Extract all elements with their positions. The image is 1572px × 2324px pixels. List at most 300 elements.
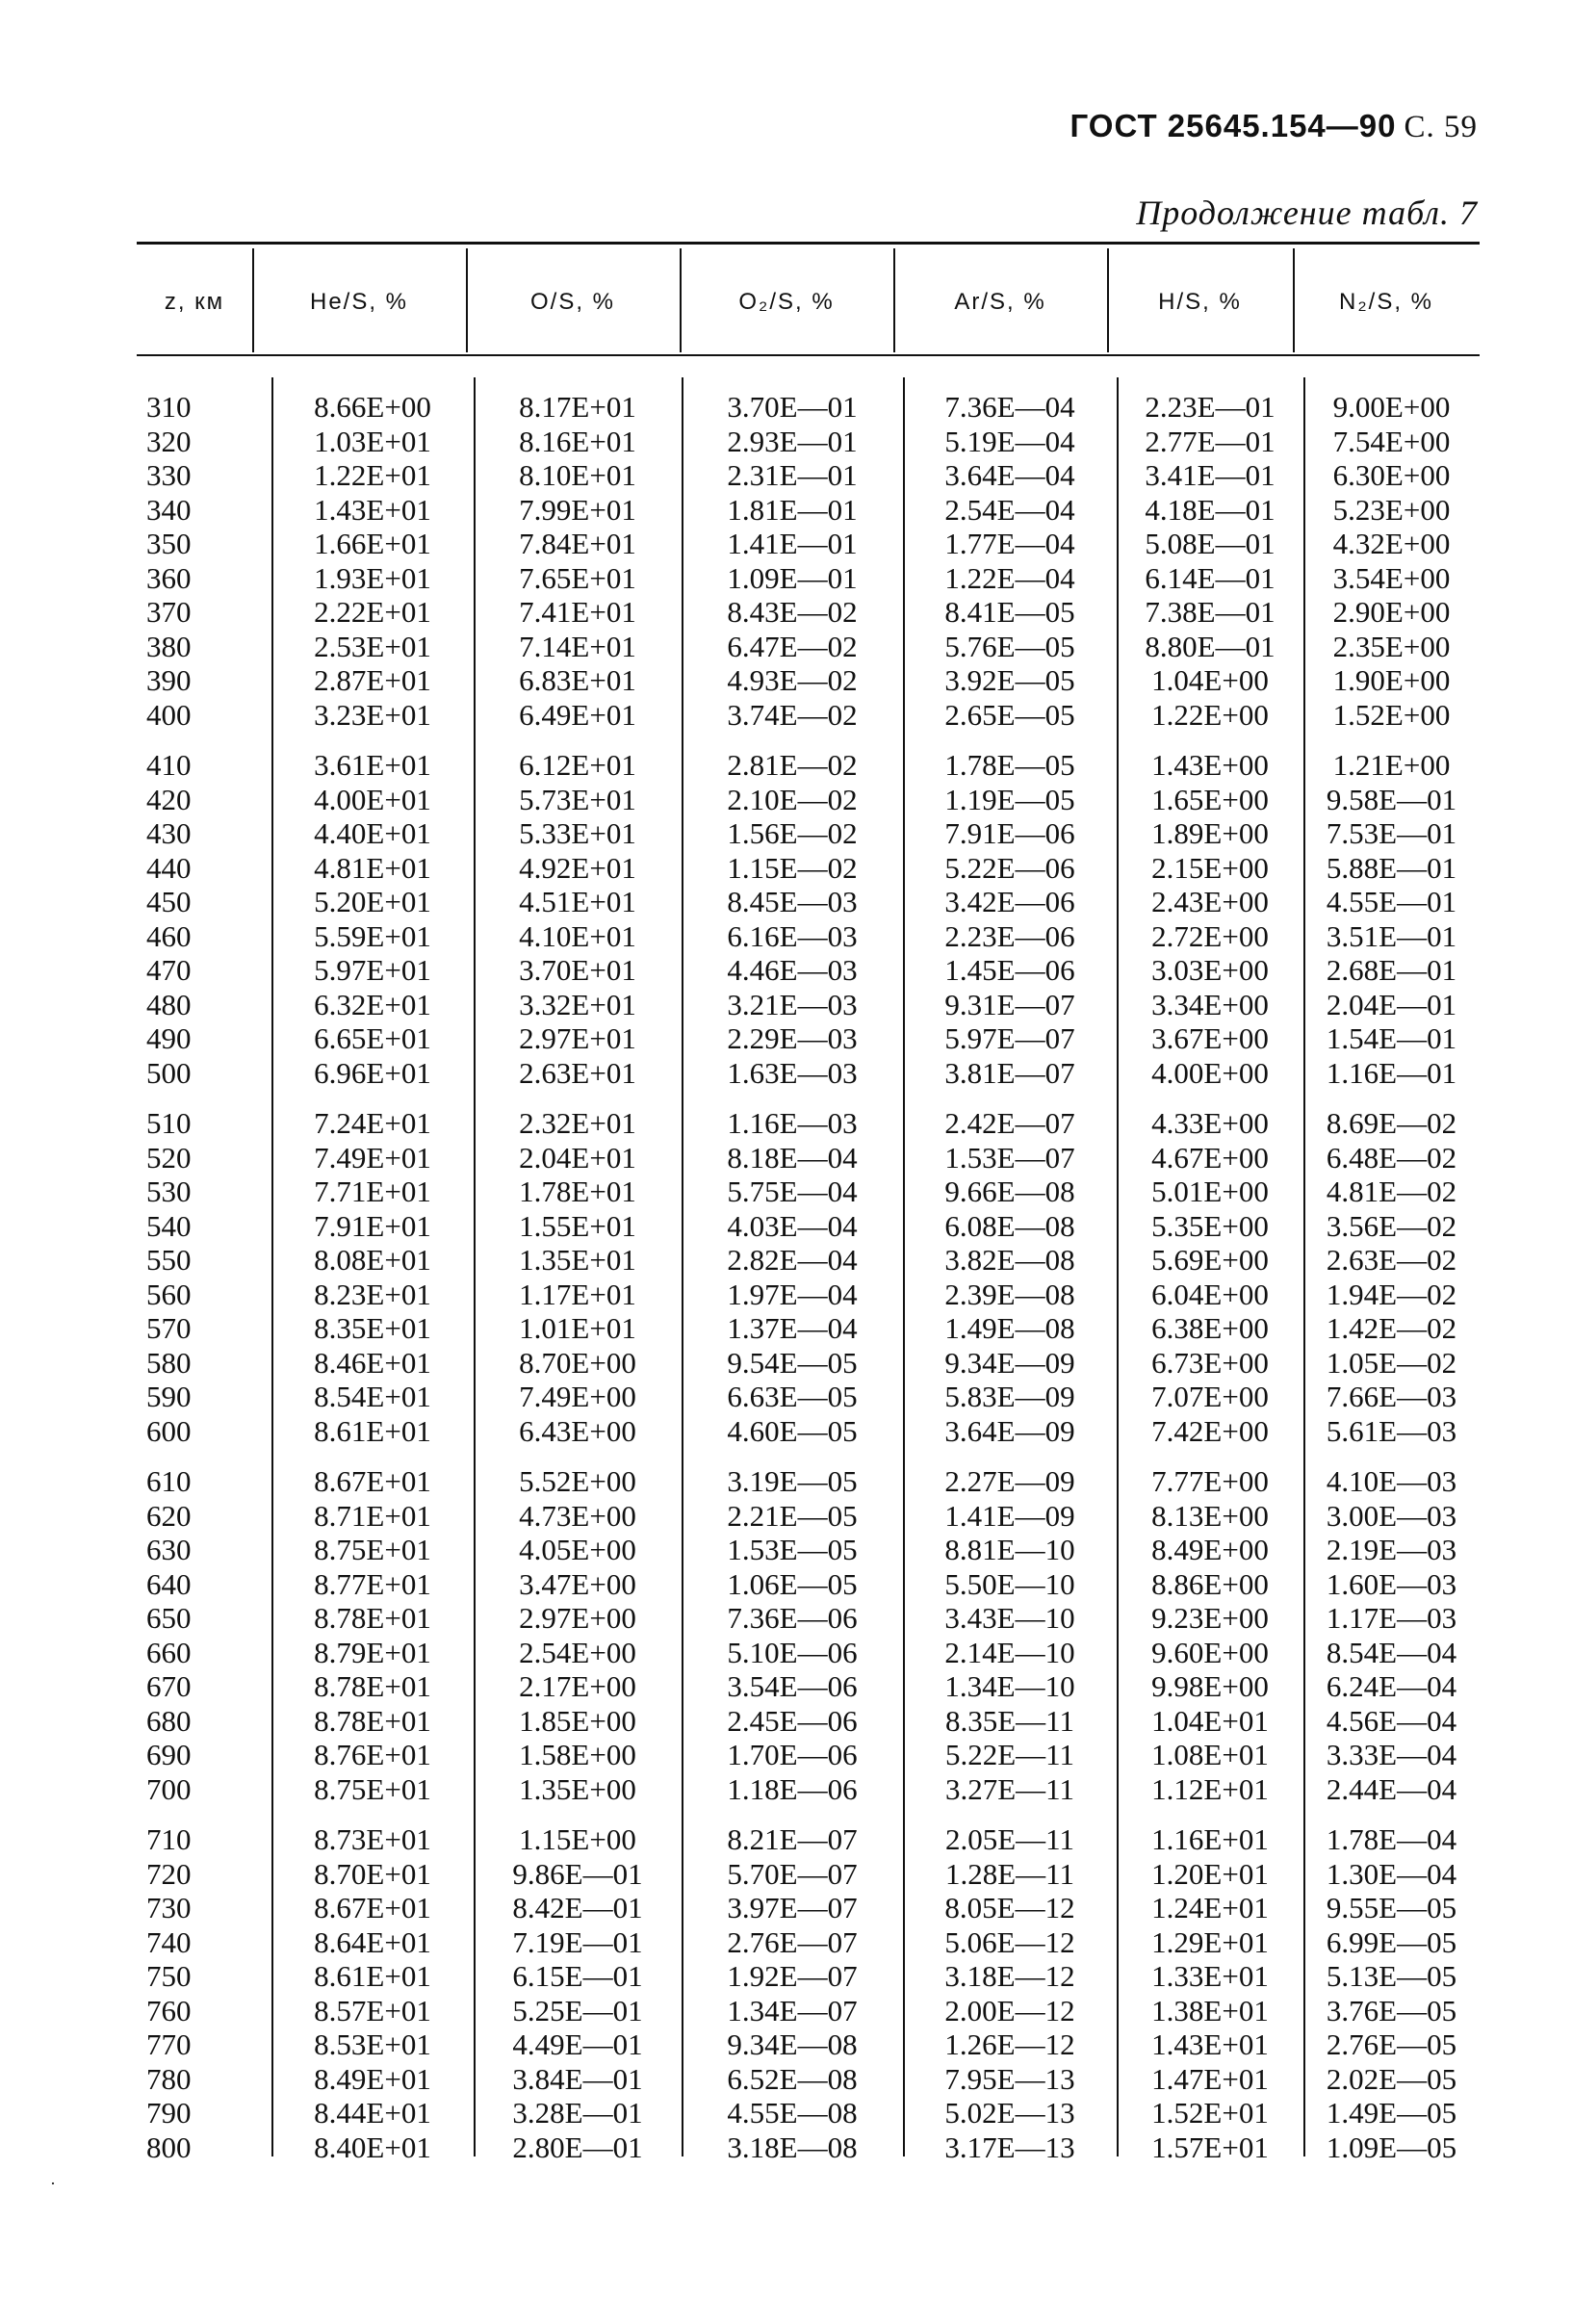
value-cell: 5.20E+01 [314, 885, 431, 918]
value-cell: 8.75E+01 [314, 1771, 431, 1806]
value-cell: 1.70E—06 [727, 1738, 858, 1771]
altitude-cell: 680 [146, 1703, 192, 1738]
value-cell: 8.35E+01 [314, 1311, 431, 1345]
value-cell: 2.97E+00 [519, 1601, 636, 1635]
value-cell: 3.33E—04 [1326, 1738, 1457, 1771]
value-cell: 2.76E—05 [1326, 2027, 1457, 2061]
altitude-cell: 480 [146, 987, 192, 1021]
value-cell: 1.38E+01 [1151, 1993, 1269, 2027]
altitude-cell: 730 [146, 1891, 192, 1924]
value-cell: 2.21E—05 [727, 1498, 858, 1533]
value-cell: 1.49E—08 [944, 1311, 1075, 1345]
value-cell: 8.08E+01 [314, 1243, 431, 1277]
altitude-cell: 550 [146, 1243, 192, 1277]
value-cell: 6.73E+00 [1151, 1345, 1269, 1380]
value-cell: 7.24E+01 [314, 1106, 431, 1140]
altitude-cell: 350 [146, 527, 192, 560]
altitude-cell: 530 [146, 1175, 192, 1208]
table-row [137, 1567, 1480, 1602]
value-cell: 3.74E—02 [727, 697, 858, 732]
value-cell: 8.73E+01 [314, 1822, 431, 1856]
value-cell: 1.03E+01 [314, 424, 431, 458]
value-cell: 4.55E—08 [727, 2096, 858, 2130]
value-cell: 5.35E+00 [1151, 1208, 1269, 1243]
value-cell: 1.94E—02 [1326, 1277, 1457, 1311]
altitude-cell: 640 [146, 1566, 192, 1601]
table-row [137, 1243, 1480, 1278]
value-cell: 2.15E+00 [1151, 850, 1269, 885]
value-cell: 9.98E+00 [1151, 1669, 1269, 1703]
value-cell: 8.45E—03 [727, 885, 858, 918]
value-cell: 4.00E+00 [1151, 1055, 1269, 1090]
value-cell: 1.60E—03 [1326, 1566, 1457, 1601]
value-cell: 2.45E—06 [727, 1703, 858, 1738]
altitude-cell: 780 [146, 2061, 192, 2096]
table-row [137, 1346, 1480, 1381]
value-cell: 4.67E+00 [1151, 1140, 1269, 1175]
table-row [137, 1857, 1480, 1892]
value-cell: 1.05E—02 [1326, 1345, 1457, 1380]
value-cell: 5.52E+00 [519, 1464, 636, 1498]
altitude-cell: 790 [146, 2096, 192, 2130]
value-cell: 8.41E—05 [944, 595, 1075, 629]
value-cell: 3.92E—05 [944, 663, 1075, 697]
value-cell: 2.54E—04 [944, 492, 1075, 527]
value-cell: 1.15E—02 [727, 850, 858, 885]
value-cell: 1.15E+00 [519, 1822, 636, 1856]
value-cell: 1.41E—01 [727, 527, 858, 560]
value-cell: 3.42E—06 [944, 885, 1075, 918]
value-cell: 5.25E—01 [512, 1993, 643, 2027]
value-cell: 3.64E—04 [944, 458, 1075, 492]
value-cell: 2.68E—01 [1326, 953, 1457, 987]
value-cell: 7.91E+01 [314, 1208, 431, 1243]
value-cell: 1.17E—03 [1326, 1601, 1457, 1635]
value-cell: 6.43E+00 [519, 1413, 636, 1448]
value-cell: 6.96E+01 [314, 1055, 431, 1090]
value-cell: 2.04E+01 [519, 1140, 636, 1175]
value-cell: 8.35E—11 [944, 1703, 1075, 1738]
value-cell: 2.19E—03 [1326, 1533, 1457, 1566]
value-cell: 2.42E—07 [944, 1106, 1075, 1140]
value-cell: 8.77E+01 [314, 1566, 431, 1601]
column-header-n2: N₂/S, % [1339, 289, 1433, 315]
value-cell: 3.51E—01 [1326, 918, 1457, 953]
value-cell: 2.77E—01 [1145, 424, 1276, 458]
value-cell: 1.57E+01 [1151, 2130, 1269, 2164]
table-row [137, 1106, 1480, 1141]
value-cell: 9.66E—08 [944, 1175, 1075, 1208]
value-cell: 3.27E—11 [944, 1771, 1075, 1806]
altitude-cell: 430 [146, 816, 192, 850]
table-row [137, 1994, 1480, 2028]
value-cell: 4.55E—01 [1326, 885, 1457, 918]
group-spacer [137, 1448, 1480, 1464]
value-cell: 6.38E+00 [1151, 1311, 1269, 1345]
value-cell: 8.42E—01 [512, 1891, 643, 1924]
value-cell: 1.26E—12 [944, 2027, 1075, 2061]
value-cell: 5.23E+00 [1332, 492, 1451, 527]
value-cell: 2.44E—04 [1326, 1771, 1457, 1806]
value-cell: 4.10E+01 [519, 918, 636, 953]
value-cell: 2.27E—09 [944, 1464, 1075, 1498]
value-cell: 3.67E+00 [1151, 1021, 1269, 1055]
value-cell: 3.23E+01 [314, 697, 431, 732]
table-row [137, 919, 1480, 954]
value-cell: 1.52E+01 [1151, 2096, 1269, 2130]
value-cell: 5.08E—01 [1145, 527, 1276, 560]
value-cell: 2.80E—01 [512, 2130, 643, 2164]
group-spacer [137, 1806, 1480, 1822]
value-cell: 1.53E—07 [944, 1140, 1075, 1175]
table-header-rule [137, 354, 1480, 356]
altitude-cell: 620 [146, 1498, 192, 1533]
table-row [137, 663, 1480, 698]
column-header-ar: Ar/S, % [954, 289, 1046, 315]
altitude-cell: 610 [146, 1464, 192, 1498]
value-cell: 5.97E+01 [314, 953, 431, 987]
value-cell: 1.77E—04 [944, 527, 1075, 560]
value-cell: 4.92E+01 [519, 850, 636, 885]
table-row [137, 1021, 1480, 1056]
value-cell: 5.22E—11 [944, 1738, 1075, 1771]
value-cell: 8.86E+00 [1151, 1566, 1269, 1601]
value-cell: 4.40E+01 [314, 816, 431, 850]
value-cell: 4.33E+00 [1151, 1106, 1269, 1140]
value-cell: 7.38E—01 [1145, 595, 1276, 629]
value-cell: 4.46E—03 [727, 953, 858, 987]
value-cell: 7.42E+00 [1151, 1413, 1269, 1448]
value-cell: 8.23E+01 [314, 1277, 431, 1311]
altitude-cell: 750 [146, 1959, 192, 1993]
value-cell: 6.14E—01 [1145, 560, 1276, 595]
value-cell: 1.20E+01 [1151, 1856, 1269, 1891]
value-cell: 4.00E+01 [314, 782, 431, 816]
table-row [137, 953, 1480, 988]
value-cell: 1.92E—07 [727, 1959, 858, 1993]
value-cell: 7.95E—13 [944, 2061, 1075, 2096]
value-cell: 8.44E+01 [314, 2096, 431, 2130]
value-cell: 3.61E+01 [314, 748, 431, 782]
value-cell: 1.45E—06 [944, 953, 1075, 987]
value-cell: 1.17E+01 [519, 1277, 636, 1311]
altitude-cell: 450 [146, 885, 192, 918]
table-row [137, 783, 1480, 817]
value-cell: 1.42E—02 [1326, 1311, 1457, 1345]
value-cell: 1.09E—05 [1326, 2130, 1457, 2164]
value-cell: 1.90E+00 [1332, 663, 1451, 697]
table-row [137, 1772, 1480, 1807]
value-cell: 1.81E—01 [727, 492, 858, 527]
value-cell: 6.49E+01 [519, 697, 636, 732]
value-cell: 5.97E—07 [944, 1021, 1075, 1055]
value-cell: 6.65E+01 [314, 1021, 431, 1055]
data-table [137, 390, 1480, 2164]
value-cell: 3.70E—01 [727, 390, 858, 424]
altitude-cell: 570 [146, 1311, 192, 1345]
table-row [137, 595, 1480, 630]
value-cell: 1.78E+01 [519, 1175, 636, 1208]
table-row [137, 425, 1480, 459]
value-cell: 4.81E—02 [1326, 1175, 1457, 1208]
table-row [137, 1414, 1480, 1449]
value-cell: 3.54E+00 [1332, 560, 1451, 595]
value-cell: 2.10E—02 [727, 782, 858, 816]
standard-number: ГОСТ 25645.154—90 [1069, 108, 1397, 143]
value-cell: 3.76E—05 [1326, 1993, 1457, 2027]
altitude-cell: 800 [146, 2130, 192, 2164]
value-cell: 2.32E+01 [519, 1106, 636, 1140]
value-cell: 1.66E+01 [314, 527, 431, 560]
value-cell: 4.05E+00 [519, 1533, 636, 1566]
table-row [137, 1669, 1480, 1704]
value-cell: 1.34E—07 [727, 1993, 858, 2027]
value-cell: 2.02E—05 [1326, 2061, 1457, 2096]
value-cell: 1.16E—01 [1326, 1055, 1457, 1090]
altitude-cell: 770 [146, 2027, 192, 2061]
value-cell: 8.79E+01 [314, 1635, 431, 1669]
table-row [137, 816, 1480, 851]
value-cell: 8.21E—07 [727, 1822, 858, 1856]
value-cell: 1.24E+01 [1151, 1891, 1269, 1924]
table-row [137, 748, 1480, 783]
column-header-o: O/S, % [529, 289, 616, 315]
value-cell: 2.22E+01 [314, 595, 431, 629]
altitude-cell: 490 [146, 1021, 192, 1055]
value-cell: 9.60E+00 [1151, 1635, 1269, 1669]
value-cell: 7.41E+01 [519, 595, 636, 629]
stray-mark: · [50, 2174, 56, 2193]
value-cell: 1.93E+01 [314, 560, 431, 595]
table-row [137, 2130, 1480, 2165]
table-row [137, 1636, 1480, 1670]
value-cell: 1.35E+01 [519, 1243, 636, 1277]
value-cell: 8.49E+01 [314, 2061, 431, 2096]
value-cell: 1.78E—05 [944, 748, 1075, 782]
value-cell: 4.56E—04 [1326, 1703, 1457, 1738]
value-cell: 6.04E+00 [1151, 1277, 1269, 1311]
value-cell: 2.76E—07 [727, 1924, 858, 1959]
table-row [137, 630, 1480, 664]
table-row [137, 1925, 1480, 1960]
value-cell: 1.97E—04 [727, 1277, 858, 1311]
column-header-h: H/S, % [1158, 289, 1242, 315]
altitude-cell: 740 [146, 1924, 192, 1959]
value-cell: 1.55E+01 [519, 1208, 636, 1243]
value-cell: 8.53E+01 [314, 2027, 431, 2061]
value-cell: 8.57E+01 [314, 1993, 431, 2027]
altitude-cell: 670 [146, 1669, 192, 1703]
table-row [137, 1738, 1480, 1772]
value-cell: 2.23E—06 [944, 918, 1075, 953]
value-cell: 4.03E—04 [727, 1208, 858, 1243]
altitude-cell: 460 [146, 918, 192, 953]
value-cell: 2.53E+01 [314, 629, 431, 663]
value-cell: 3.19E—05 [727, 1464, 858, 1498]
value-cell: 2.54E+00 [519, 1635, 636, 1669]
value-cell: 7.49E+01 [314, 1140, 431, 1175]
value-cell: 1.22E—04 [944, 560, 1075, 595]
value-cell: 9.55E—05 [1326, 1891, 1457, 1924]
value-cell: 7.36E—04 [944, 390, 1075, 424]
value-cell: 7.07E+00 [1151, 1380, 1269, 1413]
value-cell: 6.63E—05 [727, 1380, 858, 1413]
value-cell: 2.93E—01 [727, 424, 858, 458]
value-cell: 6.52E—08 [727, 2061, 858, 2096]
value-cell: 9.34E—08 [727, 2027, 858, 2061]
value-cell: 8.54E—04 [1326, 1635, 1457, 1669]
value-cell: 4.51E+01 [519, 885, 636, 918]
value-cell: 9.86E—01 [512, 1856, 643, 1891]
value-cell: 3.47E+00 [519, 1566, 636, 1601]
table-row [137, 527, 1480, 561]
value-cell: 9.58E—01 [1326, 782, 1457, 816]
value-cell: 3.17E—13 [944, 2130, 1075, 2164]
value-cell: 2.63E+01 [519, 1055, 636, 1090]
value-cell: 8.78E+01 [314, 1669, 431, 1703]
altitude-cell: 540 [146, 1208, 192, 1243]
value-cell: 7.53E—01 [1326, 816, 1457, 850]
value-cell: 3.82E—08 [944, 1243, 1075, 1277]
value-cell: 2.65E—05 [944, 697, 1075, 732]
altitude-cell: 660 [146, 1635, 192, 1669]
altitude-cell: 310 [146, 390, 192, 424]
value-cell: 2.63E—02 [1326, 1243, 1457, 1277]
value-cell: 1.16E—03 [727, 1106, 858, 1140]
value-cell: 5.59E+01 [314, 918, 431, 953]
value-cell: 1.12E+01 [1151, 1771, 1269, 1806]
value-cell: 3.81E—07 [944, 1055, 1075, 1090]
table-row [137, 851, 1480, 886]
value-cell: 2.82E—04 [727, 1243, 858, 1277]
value-cell: 1.58E+00 [519, 1738, 636, 1771]
table-caption: Продолжение табл. 7 [1136, 194, 1478, 232]
data-table-body [137, 390, 1480, 2164]
value-cell: 1.47E+01 [1151, 2061, 1269, 2096]
table-top-rule [137, 242, 1480, 245]
value-cell: 2.35E+00 [1332, 629, 1451, 663]
value-cell: 8.18E—04 [727, 1140, 858, 1175]
group-spacer [137, 732, 1480, 748]
value-cell: 2.81E—02 [727, 748, 858, 782]
altitude-cell: 760 [146, 1993, 192, 2027]
value-cell: 1.35E+00 [519, 1771, 636, 1806]
table-row [137, 1959, 1480, 1994]
value-cell: 1.21E+00 [1332, 748, 1451, 782]
table-row [137, 390, 1480, 425]
altitude-cell: 690 [146, 1738, 192, 1771]
value-cell: 7.91E—06 [944, 816, 1075, 850]
altitude-cell: 650 [146, 1601, 192, 1635]
value-cell: 2.29E—03 [727, 1021, 858, 1055]
value-cell: 8.76E+01 [314, 1738, 431, 1771]
group-spacer [137, 1090, 1480, 1106]
value-cell: 9.23E+00 [1151, 1601, 1269, 1635]
value-cell: 5.75E—04 [727, 1175, 858, 1208]
altitude-cell: 630 [146, 1533, 192, 1566]
value-cell: 6.48E—02 [1326, 1140, 1457, 1175]
table-row [137, 1499, 1480, 1534]
value-cell: 7.77E+00 [1151, 1464, 1269, 1498]
value-cell: 2.31E—01 [727, 458, 858, 492]
value-cell: 2.72E+00 [1151, 918, 1269, 953]
table-row [137, 1704, 1480, 1739]
value-cell: 7.99E+01 [519, 492, 636, 527]
altitude-cell: 400 [146, 697, 192, 732]
value-cell: 1.19E—05 [944, 782, 1075, 816]
value-cell: 6.99E—05 [1326, 1924, 1457, 1959]
value-cell: 4.60E—05 [727, 1413, 858, 1448]
altitude-cell: 390 [146, 663, 192, 697]
altitude-cell: 520 [146, 1140, 192, 1175]
value-cell: 2.39E—08 [944, 1277, 1075, 1311]
table-row [137, 1175, 1480, 1209]
value-cell: 3.56E—02 [1326, 1208, 1457, 1243]
value-cell: 7.54E+00 [1332, 424, 1451, 458]
value-cell: 7.19E—01 [512, 1924, 643, 1959]
value-cell: 1.85E+00 [519, 1703, 636, 1738]
value-cell: 7.49E+00 [519, 1380, 636, 1413]
altitude-cell: 330 [146, 458, 192, 492]
table-row [137, 2096, 1480, 2130]
page-header [1070, 108, 1479, 145]
value-cell: 1.49E—05 [1326, 2096, 1457, 2130]
value-cell: 3.18E—08 [727, 2130, 858, 2164]
value-cell: 1.22E+00 [1151, 697, 1269, 732]
value-cell: 2.87E+01 [314, 663, 431, 697]
value-cell: 5.76E—05 [944, 629, 1075, 663]
value-cell: 4.81E+01 [314, 850, 431, 885]
value-cell: 1.43E+00 [1151, 748, 1269, 782]
table-row [137, 1278, 1480, 1312]
value-cell: 5.69E+00 [1151, 1243, 1269, 1277]
value-cell: 2.05E—11 [944, 1822, 1075, 1856]
table-row [137, 458, 1480, 493]
value-cell: 1.41E—09 [944, 1498, 1075, 1533]
value-cell: 8.78E+01 [314, 1601, 431, 1635]
altitude-cell: 340 [146, 492, 192, 527]
value-cell: 3.28E—01 [512, 2096, 643, 2130]
value-cell: 1.04E+00 [1151, 663, 1269, 697]
table-row [137, 988, 1480, 1022]
value-cell: 8.67E+01 [314, 1891, 431, 1924]
value-cell: 8.71E+01 [314, 1498, 431, 1533]
altitude-cell: 720 [146, 1856, 192, 1891]
altitude-cell: 470 [146, 953, 192, 987]
value-cell: 6.32E+01 [314, 987, 431, 1021]
altitude-cell: 440 [146, 850, 192, 885]
table-row [137, 885, 1480, 919]
table-row [137, 2027, 1480, 2062]
value-cell: 8.80E—01 [1145, 629, 1276, 663]
value-cell: 4.18E—01 [1145, 492, 1276, 527]
value-cell: 5.61E—03 [1326, 1413, 1457, 1448]
value-cell: 7.71E+01 [314, 1175, 431, 1208]
table-row [137, 561, 1480, 596]
value-cell: 3.18E—12 [944, 1959, 1075, 1993]
altitude-cell: 510 [146, 1106, 192, 1140]
value-cell: 1.53E—05 [727, 1533, 858, 1566]
value-cell: 5.50E—10 [944, 1566, 1075, 1601]
altitude-cell: 410 [146, 748, 192, 782]
value-cell: 1.29E+01 [1151, 1924, 1269, 1959]
value-cell: 3.84E—01 [512, 2061, 643, 2096]
table-row [137, 2062, 1480, 2097]
column-header-he: He/S, % [309, 289, 409, 315]
value-cell: 4.49E—01 [512, 2027, 643, 2061]
table-row [137, 1141, 1480, 1175]
value-cell: 3.21E—03 [727, 987, 858, 1021]
